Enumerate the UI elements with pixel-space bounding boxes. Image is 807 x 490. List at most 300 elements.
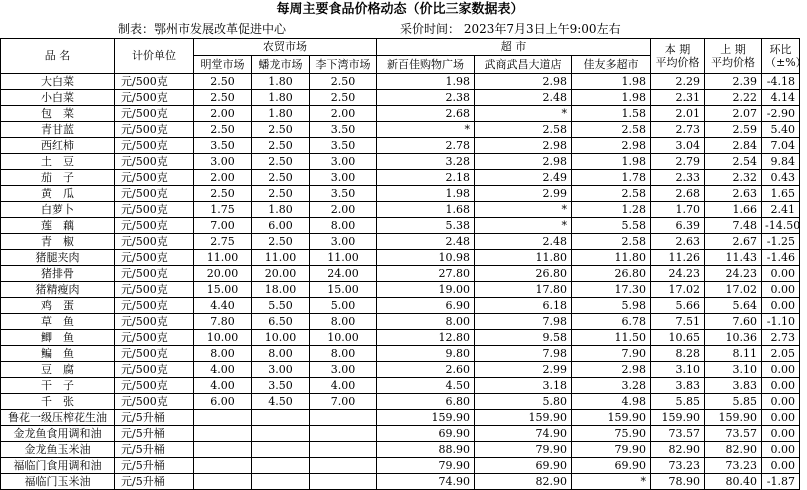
price-cell: 2.60	[377, 362, 475, 378]
header-market-wushang: 武商武昌大道店	[475, 56, 572, 74]
price-cell	[194, 442, 252, 458]
price-cell: 2.50	[194, 186, 252, 202]
product-name: 青 椒	[1, 234, 115, 250]
unit-cell: 元/5升桶	[115, 410, 194, 426]
price-cell: 2.50	[252, 186, 310, 202]
change-cell: 4.14	[762, 90, 800, 106]
avg-this-cell: 159.90	[651, 410, 705, 426]
product-name: 鳊 鱼	[1, 346, 115, 362]
table-row	[1, 346, 800, 362]
price-cell: 7.98	[475, 346, 572, 362]
price-cell	[310, 474, 377, 490]
avg-this-cell: 2.63	[651, 234, 705, 250]
price-cell: 79.90	[377, 458, 475, 474]
price-cell: 19.00	[377, 282, 475, 298]
price-cell: 2.58	[572, 122, 651, 138]
change-cell: 0.00	[762, 442, 800, 458]
avg-last-cell: 2.54	[705, 154, 762, 170]
avg-last-cell: 10.36	[705, 330, 762, 346]
price-cell: 6.80	[377, 394, 475, 410]
price-cell	[252, 474, 310, 490]
avg-last-cell: 80.40	[705, 474, 762, 490]
avg-this-cell: 2.68	[651, 186, 705, 202]
table-row	[1, 106, 800, 122]
avg-this-cell: 73.23	[651, 458, 705, 474]
change-cell: 1.65	[762, 186, 800, 202]
avg-this-cell: 3.04	[651, 138, 705, 154]
price-cell: 1.98	[572, 90, 651, 106]
table-row	[1, 394, 800, 410]
unit-cell: 元/500克	[115, 250, 194, 266]
price-cell: 3.00	[310, 170, 377, 186]
avg-this-cell: 6.39	[651, 218, 705, 234]
price-cell	[310, 426, 377, 442]
price-cell: 2.50	[252, 234, 310, 250]
avg-this-cell: 82.90	[651, 442, 705, 458]
table-row	[1, 362, 800, 378]
unit-cell: 元/500克	[115, 282, 194, 298]
product-name: 福临门食用调和油	[1, 458, 115, 474]
avg-last-cell: 2.67	[705, 234, 762, 250]
avg-last-cell: 73.23	[705, 458, 762, 474]
avg-this-cell: 3.10	[651, 362, 705, 378]
table-row	[1, 218, 800, 234]
price-cell: 2.50	[194, 122, 252, 138]
table-row	[1, 426, 800, 442]
price-cell: 2.99	[475, 362, 572, 378]
price-cell	[252, 410, 310, 426]
product-name: 干 子	[1, 378, 115, 394]
product-name: 福临门玉米油	[1, 474, 115, 490]
price-cell	[194, 410, 252, 426]
unit-cell: 元/500克	[115, 122, 194, 138]
price-cell	[310, 458, 377, 474]
header-product: 品 名	[1, 39, 115, 74]
price-cell: 75.90	[572, 426, 651, 442]
header-market-xinbaijia: 新百佳购物广场	[377, 56, 475, 74]
price-cell: 17.80	[475, 282, 572, 298]
price-cell: 7.00	[310, 394, 377, 410]
unit-cell: 元/500克	[115, 186, 194, 202]
price-cell: 20.00	[252, 266, 310, 282]
price-cell: 3.00	[310, 154, 377, 170]
price-cell: 1.78	[572, 170, 651, 186]
product-name: 猪腿夹肉	[1, 250, 115, 266]
price-cell: 26.80	[475, 266, 572, 282]
header-unit: 计价单位	[115, 39, 194, 74]
unit-cell: 元/500克	[115, 298, 194, 314]
price-cell: 11.80	[572, 250, 651, 266]
header-farm-market: 农贸市场	[194, 39, 377, 56]
avg-this-cell: 2.01	[651, 106, 705, 122]
unit-cell: 元/5升桶	[115, 426, 194, 442]
avg-this-cell: 10.65	[651, 330, 705, 346]
avg-this-cell: 2.31	[651, 90, 705, 106]
table-row	[1, 170, 800, 186]
product-name: 黄 瓜	[1, 186, 115, 202]
price-cell: 1.98	[377, 186, 475, 202]
change-cell: -1.25	[762, 234, 800, 250]
price-cell: 11.80	[475, 250, 572, 266]
price-cell: 4.00	[310, 378, 377, 394]
price-cell: 88.90	[377, 442, 475, 458]
change-cell: -1.87	[762, 474, 800, 490]
change-cell: 2.05	[762, 346, 800, 362]
price-cell: 82.90	[475, 474, 572, 490]
product-name: 金龙鱼玉米油	[1, 442, 115, 458]
change-cell: 7.04	[762, 138, 800, 154]
header-this-period-sub: 平均价格	[655, 56, 700, 69]
avg-this-cell: 8.28	[651, 346, 705, 362]
price-cell: 6.50	[252, 314, 310, 330]
unit-cell: 元/500克	[115, 234, 194, 250]
unit-cell: 元/500克	[115, 378, 194, 394]
price-cell: 1.80	[252, 90, 310, 106]
price-cell: 2.00	[310, 106, 377, 122]
price-cell: 2.50	[194, 74, 252, 90]
change-cell: 5.40	[762, 122, 800, 138]
price-cell: 3.00	[252, 362, 310, 378]
avg-last-cell: 73.57	[705, 426, 762, 442]
product-name: 茄 子	[1, 170, 115, 186]
unit-cell: 元/500克	[115, 362, 194, 378]
avg-last-cell: 2.39	[705, 74, 762, 90]
price-cell: 20.00	[194, 266, 252, 282]
price-cell: 5.38	[377, 218, 475, 234]
avg-this-cell: 73.57	[651, 426, 705, 442]
avg-this-cell: 3.83	[651, 378, 705, 394]
table-row	[1, 122, 800, 138]
price-cell: 4.50	[377, 378, 475, 394]
change-cell: 9.84	[762, 154, 800, 170]
price-cell: 17.30	[572, 282, 651, 298]
price-cell: 2.18	[377, 170, 475, 186]
price-cell: 2.68	[377, 106, 475, 122]
price-cell: 1.68	[377, 202, 475, 218]
product-name: 包 菜	[1, 106, 115, 122]
product-name: 大白菜	[1, 74, 115, 90]
price-cell: 74.90	[475, 426, 572, 442]
price-cell: 3.50	[310, 138, 377, 154]
price-cell: 2.00	[194, 170, 252, 186]
price-cell: 2.99	[475, 186, 572, 202]
table-row	[1, 154, 800, 170]
change-cell: -1.46	[762, 250, 800, 266]
change-cell: 0.00	[762, 298, 800, 314]
price-cell: 1.98	[572, 74, 651, 90]
product-name: 青甘蓝	[1, 122, 115, 138]
header-change	[762, 39, 807, 74]
price-cell: 4.50	[252, 394, 310, 410]
product-name: 鲫 鱼	[1, 330, 115, 346]
price-cell: 1.98	[572, 154, 651, 170]
avg-last-cell: 1.66	[705, 202, 762, 218]
table-row	[1, 410, 800, 426]
avg-last-cell: 7.48	[705, 218, 762, 234]
table-row	[1, 298, 800, 314]
price-cell: 2.98	[572, 362, 651, 378]
change-cell: 0.00	[762, 362, 800, 378]
price-cell	[194, 458, 252, 474]
header-this-period	[651, 39, 705, 74]
avg-last-cell: 7.60	[705, 314, 762, 330]
avg-this-cell: 24.23	[651, 266, 705, 282]
price-cell: 69.90	[377, 426, 475, 442]
price-cell: 5.00	[310, 298, 377, 314]
price-cell: 3.50	[310, 186, 377, 202]
price-cell: 10.00	[252, 330, 310, 346]
price-cell: 2.50	[252, 138, 310, 154]
price-cell: 2.98	[475, 138, 572, 154]
price-cell: 2.50	[310, 74, 377, 90]
table-row	[1, 330, 800, 346]
price-cell: 7.98	[475, 314, 572, 330]
price-cell: 18.00	[252, 282, 310, 298]
price-cell: 2.75	[194, 234, 252, 250]
price-cell: 8.00	[310, 314, 377, 330]
product-name: 莲 藕	[1, 218, 115, 234]
product-name: 草 鱼	[1, 314, 115, 330]
price-cell	[310, 410, 377, 426]
price-cell: 2.50	[252, 170, 310, 186]
price-cell: 12.80	[377, 330, 475, 346]
price-cell: 9.58	[475, 330, 572, 346]
avg-this-cell: 2.73	[651, 122, 705, 138]
avg-last-cell: 2.59	[705, 122, 762, 138]
price-cell: 2.49	[475, 170, 572, 186]
avg-this-cell: 7.51	[651, 314, 705, 330]
price-cell: 2.48	[377, 234, 475, 250]
table-row	[1, 138, 800, 154]
price-cell: 2.58	[475, 122, 572, 138]
price-cell: 2.98	[475, 154, 572, 170]
header-market-lixiawan: 李下湾市场	[310, 56, 377, 74]
avg-last-cell: 5.64	[705, 298, 762, 314]
table-row	[1, 378, 800, 394]
change-cell: 0.00	[762, 410, 800, 426]
header-last-period	[705, 39, 762, 74]
change-cell: 0.00	[762, 266, 800, 282]
price-cell: 2.98	[475, 74, 572, 90]
avg-this-cell: 2.33	[651, 170, 705, 186]
avg-last-cell: 3.83	[705, 378, 762, 394]
price-cell: 2.00	[194, 106, 252, 122]
unit-cell: 元/500克	[115, 266, 194, 282]
price-cell	[194, 426, 252, 442]
avg-last-cell: 24.23	[705, 266, 762, 282]
price-cell: 79.90	[572, 442, 651, 458]
avg-last-cell: 5.85	[705, 394, 762, 410]
avg-last-cell: 17.02	[705, 282, 762, 298]
price-cell: 2.38	[377, 90, 475, 106]
price-cell: 5.50	[252, 298, 310, 314]
header-last-period-sub: 平均价格	[711, 56, 756, 69]
change-cell: -4.18	[762, 74, 800, 90]
product-name: 鸡 蛋	[1, 298, 115, 314]
price-cell: 1.75	[194, 202, 252, 218]
price-cell: 2.50	[194, 90, 252, 106]
price-cell: *	[475, 202, 572, 218]
header-this-period-label: 本 期	[664, 43, 691, 56]
product-name: 西红柿	[1, 138, 115, 154]
page-title: 每周主要食品价格动态（价比三家数据表）	[276, 2, 524, 17]
price-cell: 8.00	[252, 346, 310, 362]
price-cell: 8.00	[194, 346, 252, 362]
header-change-sub: （±%）	[765, 56, 807, 69]
avg-last-cell: 82.90	[705, 442, 762, 458]
price-cell: 6.18	[475, 298, 572, 314]
price-cell: 8.00	[310, 346, 377, 362]
product-name: 鲁花一级压榨花生油	[1, 410, 115, 426]
unit-cell: 元/500克	[115, 394, 194, 410]
change-cell: 0.43	[762, 170, 800, 186]
table-row	[1, 314, 800, 330]
price-cell	[252, 426, 310, 442]
price-table	[0, 38, 807, 490]
price-cell: 79.90	[475, 442, 572, 458]
price-cell: 9.80	[377, 346, 475, 362]
price-cell: 10.98	[377, 250, 475, 266]
product-name: 金龙鱼食用调和油	[1, 426, 115, 442]
avg-last-cell: 8.11	[705, 346, 762, 362]
price-cell: 159.90	[475, 410, 572, 426]
product-name: 豆 腐	[1, 362, 115, 378]
price-cell: 1.28	[572, 202, 651, 218]
table-row	[1, 442, 800, 458]
price-cell	[252, 442, 310, 458]
price-cell: 7.90	[572, 346, 651, 362]
header-market-mingtang: 明堂市场	[194, 56, 252, 74]
price-cell: 10.00	[194, 330, 252, 346]
price-cell: 2.78	[377, 138, 475, 154]
price-cell: 6.00	[194, 394, 252, 410]
price-cell: 2.50	[252, 154, 310, 170]
subtitle-bar	[0, 20, 800, 38]
unit-cell: 元/500克	[115, 138, 194, 154]
avg-last-cell: 3.10	[705, 362, 762, 378]
avg-this-cell: 1.70	[651, 202, 705, 218]
header-market-panlong: 蟠龙市场	[252, 56, 310, 74]
avg-last-cell: 2.22	[705, 90, 762, 106]
change-cell: -2.90	[762, 106, 800, 122]
price-cell: 4.00	[194, 362, 252, 378]
price-cell: 5.98	[572, 298, 651, 314]
price-cell: 3.18	[475, 378, 572, 394]
header-supermarket: 超 市	[377, 39, 651, 56]
price-cell: 1.80	[252, 202, 310, 218]
avg-last-cell: 11.43	[705, 250, 762, 266]
price-cell: 2.58	[572, 186, 651, 202]
product-name: 千 张	[1, 394, 115, 410]
price-cell: 3.00	[310, 234, 377, 250]
price-cell: 2.58	[572, 234, 651, 250]
sample-time-label: 采价时间： 2023年7月3日上午9:00左右	[400, 22, 621, 36]
price-cell: 11.00	[194, 250, 252, 266]
price-cell: 3.50	[310, 122, 377, 138]
table-row	[1, 458, 800, 474]
table-row	[1, 90, 800, 106]
price-cell: 6.00	[252, 218, 310, 234]
price-cell	[194, 474, 252, 490]
price-cell: *	[475, 218, 572, 234]
price-cell: 2.00	[310, 202, 377, 218]
avg-last-cell: 2.63	[705, 186, 762, 202]
avg-this-cell: 2.29	[651, 74, 705, 90]
price-cell: 4.98	[572, 394, 651, 410]
price-cell: *	[572, 474, 651, 490]
price-cell: 2.48	[475, 90, 572, 106]
unit-cell: 元/500克	[115, 346, 194, 362]
price-cell: 24.00	[310, 266, 377, 282]
header-row-1	[1, 39, 800, 56]
avg-last-cell: 2.32	[705, 170, 762, 186]
price-cell: 2.50	[252, 122, 310, 138]
price-cell: 2.48	[475, 234, 572, 250]
avg-last-cell: 159.90	[705, 410, 762, 426]
price-cell: 6.90	[377, 298, 475, 314]
change-cell: 0.00	[762, 426, 800, 442]
price-cell: 11.50	[572, 330, 651, 346]
price-cell: 69.90	[475, 458, 572, 474]
unit-cell: 元/500克	[115, 330, 194, 346]
price-cell: 3.00	[194, 154, 252, 170]
avg-last-cell: 2.84	[705, 138, 762, 154]
change-cell: -1.10	[762, 314, 800, 330]
price-cell: 159.90	[572, 410, 651, 426]
change-cell: 2.73	[762, 330, 800, 346]
price-cell: 3.50	[252, 378, 310, 394]
price-cell: 10.00	[310, 330, 377, 346]
unit-cell: 元/500克	[115, 106, 194, 122]
unit-cell: 元/500克	[115, 90, 194, 106]
price-cell: 8.00	[377, 314, 475, 330]
price-cell: 74.90	[377, 474, 475, 490]
avg-this-cell: 5.66	[651, 298, 705, 314]
header-change-label: 环比	[769, 43, 792, 56]
change-cell: -14.50	[762, 218, 800, 234]
price-cell: 4.40	[194, 298, 252, 314]
unit-cell: 元/500克	[115, 202, 194, 218]
price-cell: 1.80	[252, 106, 310, 122]
price-cell: 3.00	[310, 362, 377, 378]
product-name: 土 豆	[1, 154, 115, 170]
unit-cell: 元/5升桶	[115, 458, 194, 474]
price-cell: 8.00	[310, 218, 377, 234]
avg-this-cell: 5.85	[651, 394, 705, 410]
price-cell: 3.50	[194, 138, 252, 154]
price-cell: 2.50	[310, 90, 377, 106]
price-cell: 5.80	[475, 394, 572, 410]
avg-this-cell: 2.79	[651, 154, 705, 170]
price-cell: 1.58	[572, 106, 651, 122]
avg-this-cell: 11.26	[651, 250, 705, 266]
price-cell: 3.28	[377, 154, 475, 170]
change-cell: 0.00	[762, 378, 800, 394]
price-cell	[310, 442, 377, 458]
price-cell: 26.80	[572, 266, 651, 282]
change-cell: 0.00	[762, 282, 800, 298]
price-cell: 4.00	[194, 378, 252, 394]
price-cell: 1.80	[252, 74, 310, 90]
table-row	[1, 234, 800, 250]
table-row	[1, 250, 800, 266]
change-cell: 0.00	[762, 394, 800, 410]
change-cell: 2.41	[762, 202, 800, 218]
price-cell: 159.90	[377, 410, 475, 426]
price-cell: 5.58	[572, 218, 651, 234]
price-cell: 6.78	[572, 314, 651, 330]
price-cell: 7.80	[194, 314, 252, 330]
